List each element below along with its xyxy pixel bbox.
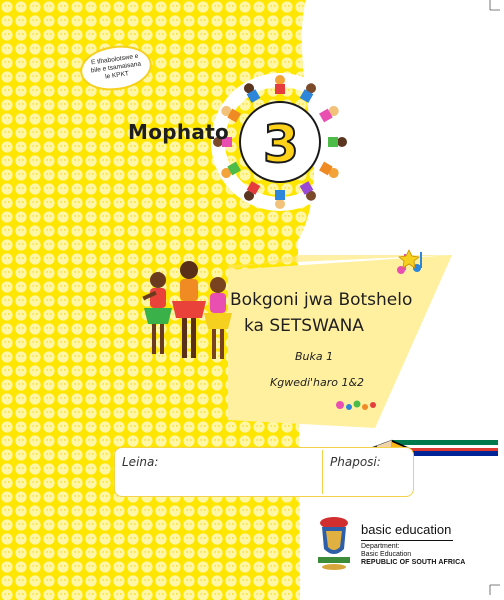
name-class-divider (322, 450, 323, 494)
grade-number: 3 (262, 115, 300, 175)
publisher-title: basic education (361, 522, 452, 537)
class-field-label: Phaposi: (330, 455, 381, 469)
terms-label: Kgwedi'haro 1&2 (270, 376, 365, 389)
book-title-line1: Bokgoni jwa Botshelo (230, 290, 413, 310)
book-volume-label: Buka 1 (295, 350, 334, 363)
name-field-label: Leina: (122, 455, 159, 469)
coat-of-arms-icon (318, 517, 350, 570)
book-title-line2: ka SETSWANA (244, 316, 364, 336)
publisher-line1: Department: (361, 543, 400, 550)
approval-badge-text: E tlhabolotswe e bile e tsamaisana le KPKT (90, 52, 142, 81)
grade-label: Mophato (128, 120, 230, 144)
publisher-line2: Basic Education (361, 551, 412, 558)
publisher-rule (361, 540, 453, 541)
publisher-line3: REPUBLIC OF SOUTH AFRICA (361, 559, 466, 566)
